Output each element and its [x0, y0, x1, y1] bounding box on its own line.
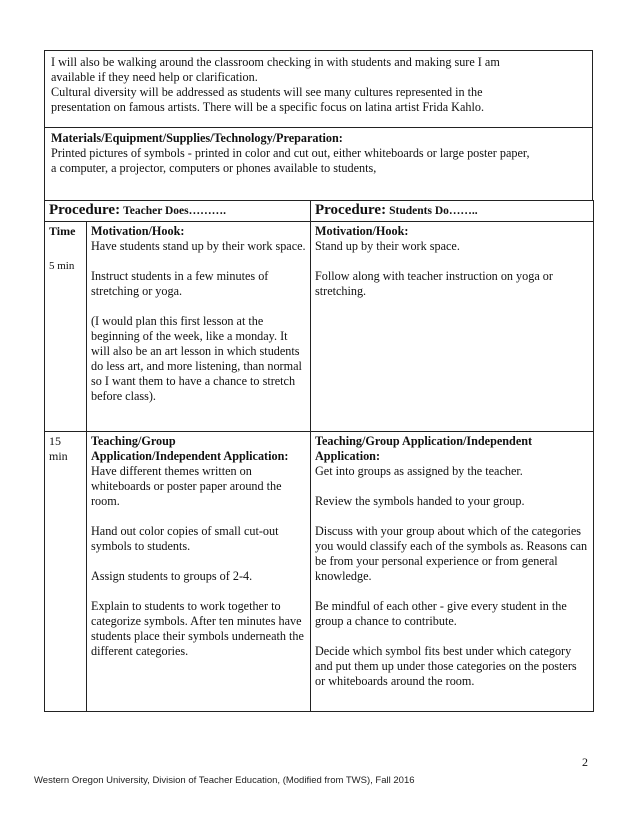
intro-line: available if they need help or clarification. [51, 70, 258, 84]
teacher-paragraph: Explain to students to work together to categorize symbols. After ten minutes have students place their symbols underneath the different categories. [91, 599, 304, 658]
teacher-paragraph: Have different themes written on whiteboards or poster paper around the room. [91, 464, 282, 508]
time-heading: Time [49, 224, 76, 238]
intro-section [44, 50, 593, 128]
teacher-paragraph: (I would plan this first lesson at the beginning of the week, like a monday. It will also be an art lesson in which students do less art, and more listening, than normal so I want them to have a chance to stretch before class). [91, 314, 302, 403]
procedure-row-hook [45, 222, 594, 432]
intro-line: presentation on famous artists. There will be a specific focus on latina artist Frida Kahlo. [51, 100, 484, 114]
teacher-header-sub: Teacher Does………. [123, 205, 226, 217]
teacher-heading: Teaching/Group Application/Independent Application: [91, 434, 289, 463]
page-footer: Western Oregon University, Division of Teacher Education, (Modified from TWS), Fall 2016 [34, 775, 415, 786]
student-paragraph: Be mindful of each other - give every student in the group a chance to contribute. [315, 599, 567, 628]
page-number: 2 [582, 755, 588, 769]
teacher-cell [87, 432, 311, 712]
student-paragraph: Stand up by their work space. [315, 239, 460, 253]
student-paragraph: Review the symbols handed to your group. [315, 494, 525, 508]
student-paragraph: Get into groups as assigned by the teacher. [315, 464, 523, 478]
materials-line: Printed pictures of symbols - printed in color and cut out, either whiteboards or large poster paper, [51, 146, 530, 160]
intro-line: I will also be walking around the classroom checking in with students and making sure I am [51, 55, 500, 69]
student-paragraph: Follow along with teacher instruction on yoga or stretching. [315, 269, 553, 298]
student-heading: Motivation/Hook: [315, 224, 409, 238]
procedure-header-row [45, 201, 594, 222]
materials-section [44, 127, 593, 201]
student-header-label: Procedure: [315, 202, 387, 218]
procedure-row-application [45, 432, 594, 712]
materials-line: a computer, a projector, computers or phones available to students, [51, 161, 377, 175]
materials-heading: Materials/Equipment/Supplies/Technology/Preparation: [51, 131, 343, 145]
teacher-cell [87, 222, 311, 432]
time-value: 15 min [49, 434, 68, 463]
teacher-paragraph: Assign students to groups of 2-4. [91, 569, 253, 583]
student-cell [311, 222, 594, 432]
procedure-table [44, 200, 594, 712]
student-paragraph: Discuss with your group about which of the categories you would classify each of the symbols as. Reasons can be from your personal experience or from general knowledge. [315, 524, 588, 583]
teacher-header [45, 201, 311, 222]
time-cell [45, 222, 87, 432]
teacher-paragraph: Have students stand up by their work space. [91, 239, 306, 253]
time-cell [45, 432, 87, 712]
teacher-paragraph: Hand out color copies of small cut-out symbols to students. [91, 524, 279, 553]
student-cell [311, 432, 594, 712]
student-paragraph: Decide which symbol fits best under which category and put them up under those categories on the posters or whiteboards around the room. [315, 644, 577, 688]
teacher-paragraph: Instruct students in a few minutes of stretching or yoga. [91, 269, 269, 298]
teacher-header-label: Procedure: [49, 202, 121, 218]
intro-line: Cultural diversity will be addressed as students will see many cultures represented in the [51, 85, 483, 99]
teacher-heading: Motivation/Hook: [91, 224, 185, 238]
student-header-sub: Students Do…….. [389, 205, 478, 217]
student-header [311, 201, 594, 222]
student-heading: Teaching/Group Application/Independent Application: [315, 434, 533, 463]
time-value: 5 min [49, 260, 75, 272]
